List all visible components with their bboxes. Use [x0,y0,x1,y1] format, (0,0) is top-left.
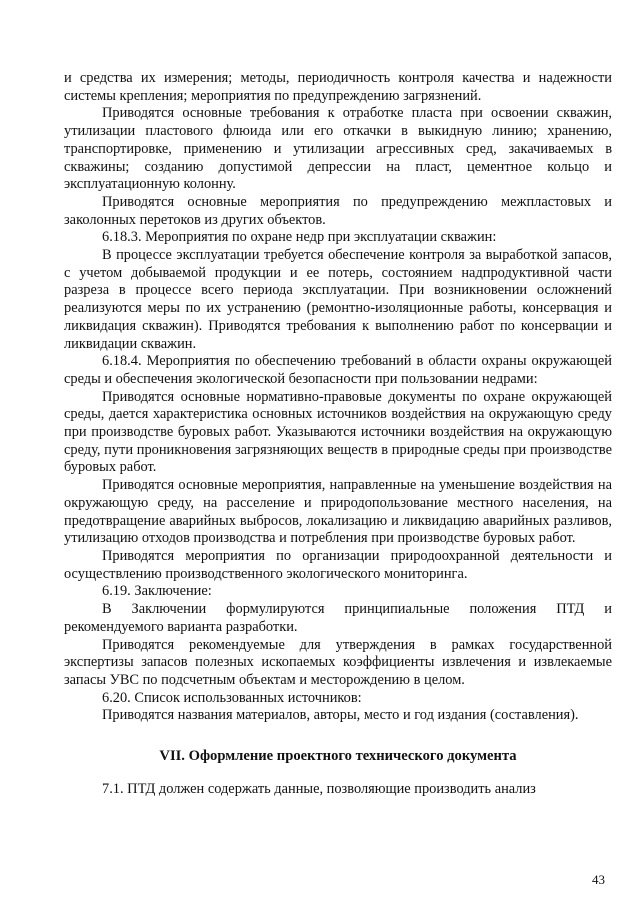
paragraph-11: В Заключении формулируются принципиальные положения ПТД и рекомендуемого варианта разработки. [64,601,612,635]
section-heading: VII. Оформление проектного технического документа [159,748,517,765]
paragraph-1: и средства их измерения; методы, периодичность контроля качества и надежности системы крепления; мероприятия по предупреждению загрязнений. [64,70,612,104]
paragraph-3: Приводятся основные мероприятия по предупреждению межпластовых и заколонных перетоков из других объектов. [64,193,612,228]
paragraph-13: 6.20. Список использованных источников: [102,689,362,706]
paragraph-4: 6.18.3. Мероприятия по охране недр при эксплуатации скважин: [102,229,497,246]
paragraph-8: Приводятся основные мероприятия, направленные на уменьшение воздействия на окружающую среду, на расселение и природопользование местного населения, на предотвращение аварийных выбросов, локализацию и ликвидацию аварийных разливов, утилизацию отходов производства и потребления при производстве буровых работ. [64,477,612,547]
page-body [64,70,612,798]
final-paragraph: 7.1. ПТД должен содержать данные, позволяющие производить анализ [102,780,536,797]
paragraph-14: Приводятся названия материалов, авторы, место и год издания (составления). [102,707,579,724]
paragraph-12: Приводятся рекомендуемые для утверждения в рамках государственной экспертизы запасов полезных ископаемых коэффициенты извлечения и извлекаемые запасы УВС по подсчетным объектам и месторождению в целом. [64,636,612,688]
page-number: 43 [592,872,605,887]
paragraph-7: Приводятся основные нормативно-правовые документы по охране окружающей среды, дается характеристика основных источников воздействия на окружающую среду при производстве буровых работ. Указываются источники воздействия на окружающую среду, пути проникновения загрязняющих веществ в природные среды при производстве буровых работ. [64,388,612,476]
paragraph-5: В процессе эксплуатации требуется обеспечение контроля за выработкой запасов, с учетом добываемой продукции и ее потерь, состоянием надпродуктивной части разреза в процессе всего периода эксплуатации. При возникновении осложнений реализуются меры по их устранению (ремонтно-изоляционные работы, консервация и ликвидация скважин). Приводятся требования к выполнению работ по консервации и ликвидации скважин. [64,247,612,352]
paragraph-9: Приводятся мероприятия по организации природоохранной деятельности и осуществлению производственного экологического мониторинга. [64,547,612,582]
paragraph-10: 6.19. Заключение: [102,583,212,600]
paragraph-6: 6.18.4. Мероприятия по обеспечению требований в области охраны окружающей среды и обеспечения экологической безопасности при пользовании недрами: [64,353,612,387]
paragraph-2: Приводятся основные требования к отработке пласта при освоении скважин, утилизации пластового флюида или его откачки в выкидную линию; хранению, транспортировке, применению и утилизации агрессивных сред, закачиваемых в скважины; созданию допустимой депрессии на пласт, цементное кольцо и эксплуатационную колонну. [64,105,612,193]
